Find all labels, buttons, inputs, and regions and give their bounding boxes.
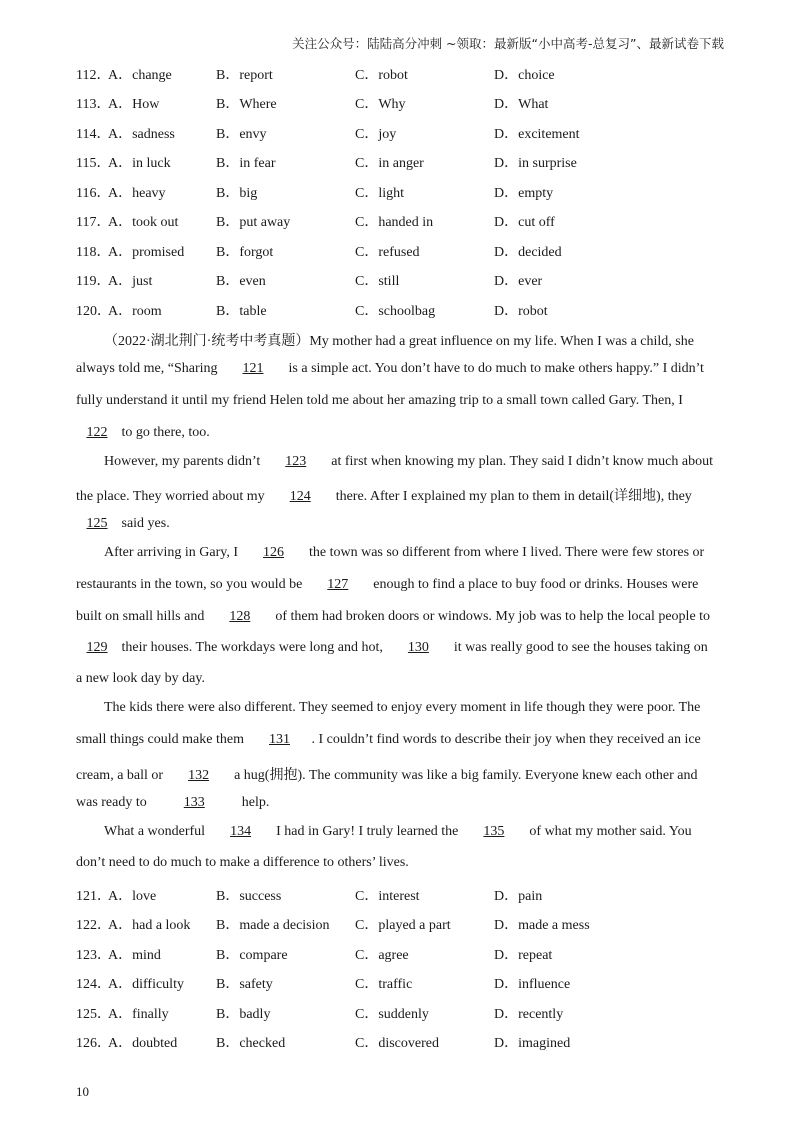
option-b: B．envy [216,127,267,142]
option-row [76,885,736,907]
option-a: A．room [108,304,162,319]
blank-132: 132 [188,768,210,783]
option-d: D．pain [494,889,543,904]
blank-133: 133 [183,795,205,810]
passage-line: always told me, “Sharing 121 is a simple act. You don’t have to do much to make others happy.” I didn’t [76,361,704,376]
passage-line: What a wonderful 134 I had in Gary! I truly learned the 135 of what my mother said. You [104,824,692,839]
question-number: 112． [76,68,111,83]
option-row [76,1032,736,1054]
option-b: B．forgot [216,245,274,260]
option-d: D．influence [494,977,571,992]
option-d: D．repeat [494,948,553,963]
question-number: 123． [76,948,111,963]
question-number: 119． [76,274,111,289]
option-b: B．Where [216,97,277,112]
option-b: B．compare [216,948,288,963]
option-a: A．promised [108,245,185,260]
option-c: C．refused [355,245,420,260]
option-d: D．made a mess [494,918,590,933]
passage-line: 125 said yes. [76,516,170,532]
question-number: 122． [76,918,111,933]
option-a: A．finally [108,1007,169,1022]
passage-line: The kids there were also different. They seemed to enjoy every moment in life though they were poor. The [104,700,701,715]
option-row [76,64,736,86]
option-row [76,211,736,233]
blank-123: 123 [285,454,307,469]
option-d: D．What [494,97,549,112]
question-number: 124． [76,977,111,992]
option-c: C．played a part [355,918,451,933]
option-c: C．still [355,274,400,289]
option-d: D．cut off [494,215,555,230]
blank-134: 134 [230,824,252,839]
option-row [76,93,736,115]
option-c: C．handed in [355,215,434,230]
question-number: 120． [76,304,111,319]
blank-124: 124 [289,489,311,504]
option-a: A．doubted [108,1036,178,1051]
passage-line: After arriving in Gary, I 126 the town was so different from where I lived. There were few stores or [104,545,705,560]
option-row [76,944,736,966]
option-a: A．mind [108,948,161,963]
option-c: C．traffic [355,977,413,992]
option-d: D．empty [494,186,554,201]
blank-122: 122 [86,425,108,440]
passage-line: （2022·湖北荆门·统考中考真题）My mother had a great influence on my life. When I was a child, she [104,334,694,349]
option-d: D．imagined [494,1036,571,1051]
page-number: 10 [76,1084,89,1099]
option-c: C．in anger [355,156,424,171]
blank-126: 126 [262,545,284,560]
option-d: D．recently [494,1007,564,1022]
passage-line: was ready to 133 help. [76,795,270,810]
option-row [76,914,736,936]
blank-130: 130 [407,640,429,655]
option-b: B．success [216,889,282,904]
option-b: B．big [216,186,258,201]
option-d: D．robot [494,304,548,319]
option-row [76,1003,736,1025]
option-a: A．change [108,68,172,83]
option-d: D．ever [494,274,543,289]
question-number: 126． [76,1036,111,1051]
passage-line: 122 to go there, too. [76,425,210,441]
option-c: C．light [355,186,405,201]
option-row [76,152,736,174]
blank-129: 129 [86,640,108,655]
option-b: B．checked [216,1036,286,1051]
option-b: B．table [216,304,267,319]
passage-line: fully understand it until my friend Helen told me about her amazing trip to a small town called Gary. Then, I [76,393,683,408]
blank-121: 121 [242,361,264,376]
option-d: D．decided [494,245,562,260]
option-a: A．in luck [108,156,171,171]
option-d: D．excitement [494,127,580,142]
option-b: B．put away [216,215,291,230]
option-b: B．report [216,68,273,83]
option-row [76,182,736,204]
passage-line: 129 their houses. The workdays were long and hot, 130 it was really good to see the houses taking on [76,640,708,656]
option-d: D．in surprise [494,156,577,171]
option-c: C．discovered [355,1036,439,1051]
option-c: C．schoolbag [355,304,436,319]
option-a: A．took out [108,215,179,230]
passage-line: built on small hills and 128 of them had broken doors or windows. My job was to help the local people to [76,609,711,624]
question-number: 117． [76,215,111,230]
option-a: A．difficulty [108,977,184,992]
option-b: B．badly [216,1007,271,1022]
option-b: B．even [216,274,266,289]
option-row [76,123,736,145]
passage-line: a new look day by day. [76,671,205,686]
question-number: 118． [76,245,111,260]
option-a: A．just [108,274,153,289]
option-row [76,300,736,322]
option-row [76,241,736,263]
question-number: 113． [76,97,111,112]
option-row [76,973,736,995]
option-b: B．made a decision [216,918,330,933]
option-a: A．heavy [108,186,166,201]
option-c: C．suddenly [355,1007,429,1022]
question-number: 121． [76,889,111,904]
blank-127: 127 [327,577,349,592]
passage-line: restaurants in the town, so you would be 127 enough to find a place to buy food or drinks. Houses were [76,577,699,592]
option-c: C．joy [355,127,397,142]
passage-line: small things could make them 131 . I couldn’t find words to describe their joy when they received an ice [76,732,701,747]
passage-line: cream, a ball or 132 a hug(拥抱). The community was like a big family. Everyone knew each other and [76,768,698,783]
option-a: A．had a look [108,918,191,933]
option-d: D．choice [494,68,555,83]
question-number: 114． [76,127,111,142]
option-c: C．interest [355,889,420,904]
blank-128: 128 [229,609,251,624]
option-a: A．love [108,889,157,904]
option-b: B．safety [216,977,273,992]
question-number: 116． [76,186,111,201]
blank-135: 135 [483,824,505,839]
option-c: C．robot [355,68,408,83]
blank-125: 125 [86,516,108,531]
question-number: 125． [76,1007,111,1022]
option-c: C．Why [355,97,406,112]
passage-line: don’t need to do much to make a difference to others’ lives. [76,855,409,870]
option-a: A．sadness [108,127,175,142]
blank-131: 131 [268,732,290,747]
option-row [76,270,736,292]
option-b: B．in fear [216,156,276,171]
page-header: 关注公众号：陆陆高分冲刺 ~领取：最新版“小中高考-总复习”、最新试卷下载 [292,36,724,51]
option-a: A．How [108,97,160,112]
passage-line: However, my parents didn’t 123 at first when knowing my plan. They said I didn’t know much about [104,454,713,469]
passage-line: the place. They worried about my 124 there. After I explained my plan to them in detail(详细地), they [76,489,692,504]
option-c: C．agree [355,948,409,963]
question-number: 115． [76,156,111,171]
